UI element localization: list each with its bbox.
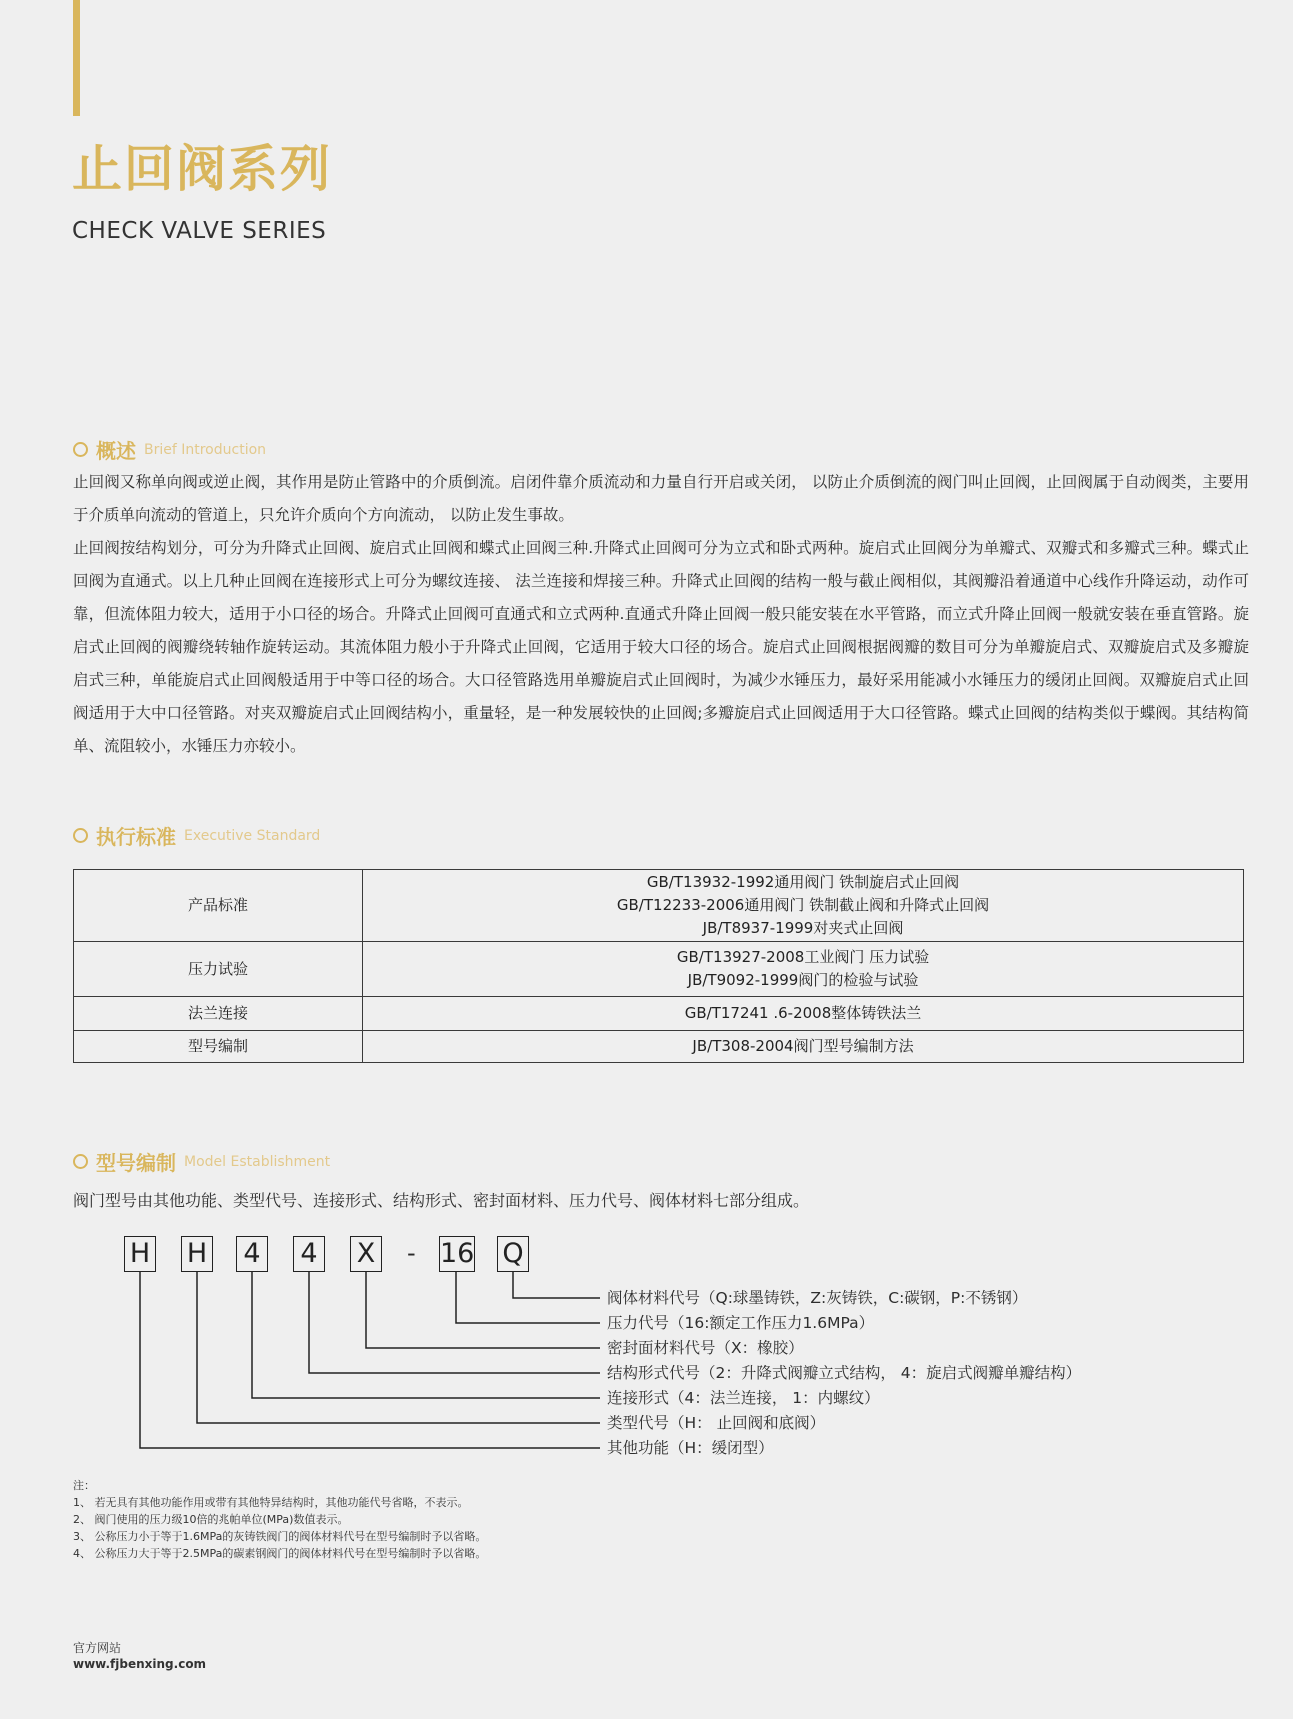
table-cell-label: 法兰连接 [74, 997, 363, 1031]
legend-connection: 连接形式（4：法兰连接， 1：内螺纹） [607, 1389, 880, 1407]
table-cell-label: 产品标准 [74, 870, 363, 942]
page-subtitle: CHECK VALVE SERIES [72, 218, 327, 244]
note-item: 4、 公称压力大于等于2.5MPa的碳素钢阀门的阀体材料代号在型号编制时予以省略。 [73, 1547, 487, 1560]
model-heading-cn: 型号编制 [96, 1151, 176, 1175]
note-item: 1、 若无具有其他功能作用或带有其他特异结构时，其他功能代号省略，不表示。 [73, 1496, 469, 1509]
intro-paragraph-2: 止回阀按结构划分，可分为升降式止回阀、旋启式止回阀和蝶式止回阀三种.升降式止回阀可分为立式和卧式两种。旋启式止回阀分为单瓣式、双瓣式和多瓣式三种。蝶式止回阀为直通式。以上几种止回阀在连接形式上可分为螺纹连接、 法兰连接和焊接三种。升降式止回阀的结构一般与截止阀相似，其阀瓣沿着通道中心线作升降运动，动作可靠，但流体阻力较大，适用于小口径的场合。升降式止回阀可直通式和立式两种.直通式升降止回阀一般只能安装在水平管路，而立式升降止回阀一般就安装在垂直管路。旋启式止回阀的阀瓣绕转轴作旋转运动。其流体阻力般小于升降式止回阀，它适用于较大口径的场合。旋启式止回阀根据阀瓣的数目可分为单瓣旋启式、双瓣旋启式及多瓣旋启式三种，单能旋启式止回阀般适用于中等口径的场合。大口径管路选用单瓣旋启式止回阀时，为减少水锤压力，最好采用能减小水锤压力的缓闭止回阀。双瓣旋启式止回阀适用于大中口径管路。对夹双瓣旋启式止回阀结构小，重量轻，是一种发展较快的止回阀;多瓣旋启式止回阀适用于大口径管路。蝶式止回阀的结构类似于蝶阀。其结构简单、流阻较小，水锤压力亦较小。 [73, 539, 1249, 755]
code-box-function: H [124, 1236, 156, 1272]
legend-structure: 结构形式代号（2：升降式阀瓣立式结构， 4：旋启式阀瓣单瓣结构） [607, 1364, 1082, 1382]
standards-heading-cn: 执行标准 [96, 825, 176, 849]
footer-url[interactable]: www.fjbenxing.com [73, 1657, 207, 1671]
notes [73, 1477, 486, 1562]
notes-title: 注： [73, 1479, 95, 1492]
intro-heading-cn: 概述 [96, 439, 136, 463]
standard-line: GB/T13932-1992通用阀门 铁制旋启式止回阀 [646, 873, 960, 891]
code-box-connection: 4 [236, 1236, 268, 1272]
model-intro: 阀门型号由其他功能、类型代号、连接形式、结构形式、密封面材料、压力代号、阀体材料七部分组成。 [73, 1191, 810, 1210]
legend-pressure: 压力代号（16:额定工作压力1.6MPa） [607, 1314, 875, 1332]
code-dash: - [407, 1239, 416, 1267]
legend-seal: 密封面材料代号（X：橡胶） [607, 1339, 804, 1357]
table-cell-label: 型号编制 [74, 1031, 363, 1063]
legend-type: 类型代号（H： 止回阀和底阀） [607, 1414, 826, 1432]
note-item: 2、 阀门使用的压力级10倍的兆帕单位(MPa)数值表示。 [73, 1513, 349, 1526]
standard-line: JB/T8937-1999对夹式止回阀 [702, 919, 904, 937]
code-box-pressure: 16 [439, 1236, 475, 1272]
code-box-seal: X [350, 1236, 382, 1272]
connector-line-material [513, 1272, 600, 1298]
model-heading-en: Model Establishment [184, 1153, 331, 1170]
standard-line: JB/T308-2004阀门型号编制方法 [692, 1037, 914, 1055]
standards-heading-en: Executive Standard [184, 827, 321, 844]
note-item: 3、 公称压力小于等于1.6MPa的灰铸铁阀门的阀体材料代号在型号编制时予以省略。 [73, 1530, 487, 1543]
intro-paragraph-1: 止回阀又称单向阀或逆止阀，其作用是防止管路中的介质倒流。启闭件靠介质流动和力量自行开启或关闭， 以防止介质倒流的阀门叫止回阀，止回阀属于自动阀类，主要用于介质单向流动的管道上，只允许介质向个方向流动， 以防止发生事故。 [73, 473, 1249, 524]
standard-line: GB/T17241 .6-2008整体铸铁法兰 [684, 1004, 922, 1022]
page-title: 止回阀系列 [72, 140, 332, 198]
footer-label: 官方网站 [73, 1641, 122, 1655]
table-cell-label: 压力试验 [74, 942, 363, 997]
standard-line: JB/T9092-1999阀门的检验与试验 [687, 971, 919, 989]
code-box-material: Q [497, 1236, 529, 1272]
standard-line: GB/T12233-2006通用阀门 铁制截止阀和升降式止回阀 [616, 896, 990, 914]
footer [73, 1640, 206, 1672]
intro-heading-en: Brief Introduction [144, 441, 267, 458]
connector-line-connection [252, 1272, 600, 1398]
code-box-structure: 4 [293, 1236, 325, 1272]
legend-function: 其他功能（H：缓闭型） [607, 1439, 774, 1457]
connector-line-seal [366, 1272, 600, 1348]
standard-line: GB/T13927-2008工业阀门 压力试验 [676, 948, 930, 966]
legend-material: 阀体材料代号（Q:球墨铸铁，Z:灰铸铁，C:碳钢，P:不锈钢） [607, 1289, 1028, 1307]
code-box-type: H [181, 1236, 213, 1272]
